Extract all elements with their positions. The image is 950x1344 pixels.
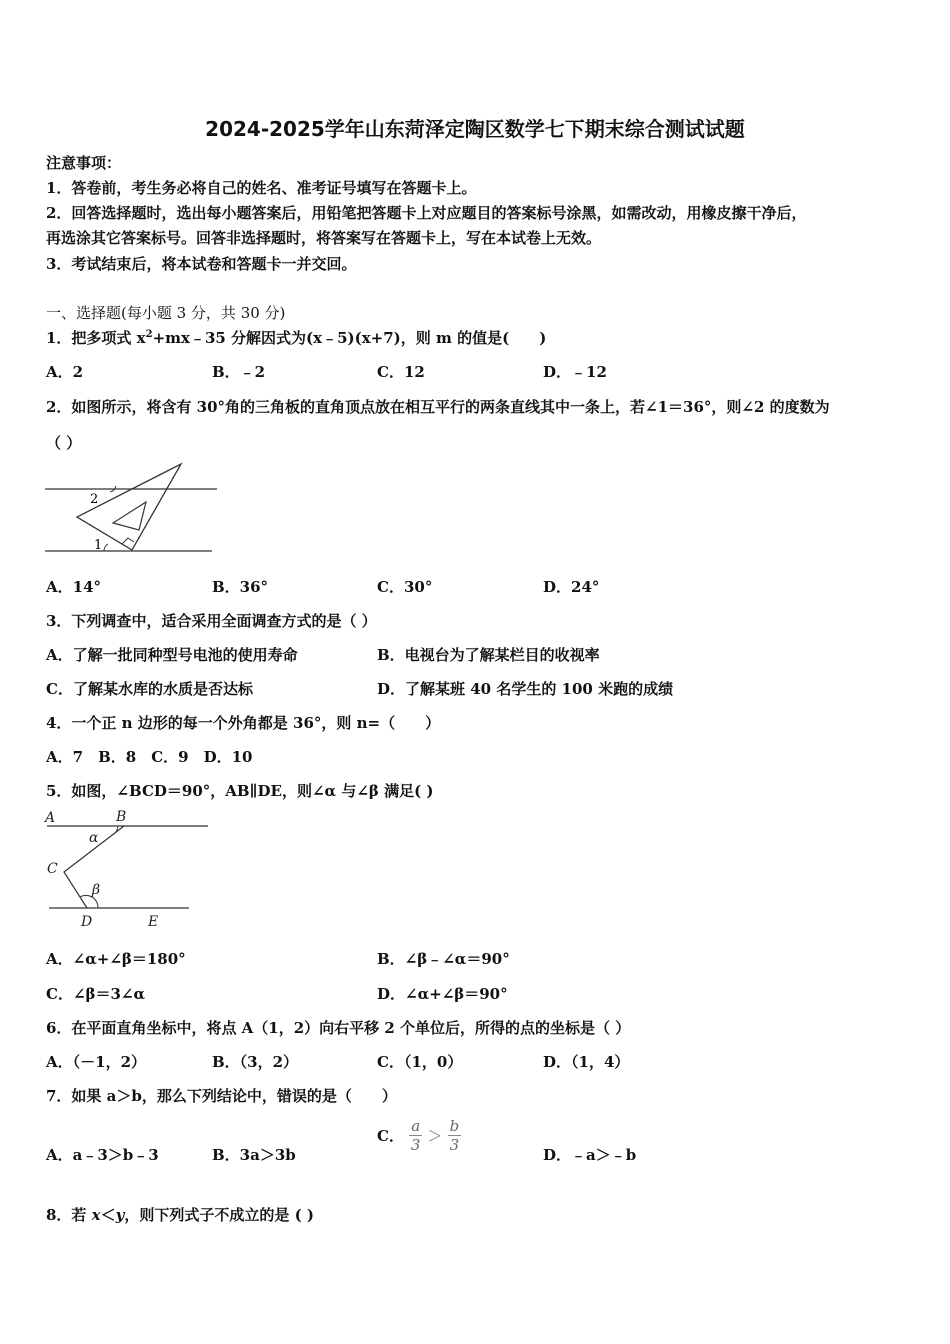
- q4-stem: 4．一个正 n 边形的每一个外角都是 36°，则 n=（ ）: [46, 714, 441, 732]
- q1-option-d: D．﹣12: [543, 363, 607, 381]
- q2-figure: [42, 460, 222, 560]
- q3-option-c: C．了解某水库的水质是否达标: [46, 680, 253, 698]
- q2-fig-label-2: 2: [90, 492, 99, 507]
- q7-option-a: A．a﹣3＞b﹣3: [46, 1146, 159, 1164]
- q5-stem: 5．如图，∠BCD＝90°，AB∥DE，则∠α 与∠β 满足( ): [46, 782, 434, 800]
- q5-option-d: D．∠α+∠β＝90°: [377, 985, 508, 1003]
- notice-item-2-cont: 再选涂其它答案标号。回答非选择题时，将答案写在答题卡上，写在本试卷上无效。: [46, 229, 602, 247]
- q6-stem: 6．在平面直角坐标中，将点 A（1，2）向右平移 2 个单位后，所得的点的坐标是（ ）: [46, 1019, 631, 1037]
- q5-option-b: B．∠β﹣∠α＝90°: [377, 950, 510, 968]
- notice-heading: 注意事项：: [46, 154, 122, 172]
- q2-fig-label-1: 1: [94, 538, 103, 553]
- q5-option-a: A．∠α+∠β＝180°: [46, 950, 186, 968]
- q6-option-b: B．（3，2）: [212, 1053, 299, 1071]
- q5-option-c: C．∠β＝3∠α: [46, 985, 146, 1003]
- notice-item-2: 2．回答选择题时，选出每小题答案后，用铅笔把答题卡上对应题目的答案标号涂黑，如需改动，用橡皮擦干净后，: [46, 204, 807, 222]
- q7-option-b: B．3a＞3b: [212, 1146, 296, 1164]
- q2-option-a: A．14°: [46, 578, 102, 596]
- q5-fig-label-c: C: [47, 861, 58, 877]
- q5-fig-label-b: B: [116, 809, 127, 825]
- q7-fraction-b: $\frac{b}{3}$: [449, 1117, 460, 1154]
- q7-stem: 7．如果 a＞b，那么下列结论中，错误的是（ ）: [46, 1087, 397, 1105]
- q1-stem: 1．把多项式 $x^2+mx﹣35$ 分解因式为(x﹣5)(x+7)，则 m 的值是( ): [46, 329, 547, 347]
- q4-options: A．7 B．8 C．9 D．10: [46, 748, 253, 766]
- q6-option-c: C．（1，0）: [377, 1053, 463, 1071]
- q5-fig-alpha: α: [89, 830, 99, 846]
- q5-fig-label-a: A: [45, 810, 56, 826]
- q1-option-a: A．2: [46, 363, 84, 381]
- page-title: 2024-2025学年山东菏泽定陶区数学七下期末综合测试试题: [205, 117, 745, 141]
- q8-stem: 8．若 x＜y，则下列式子不成立的是 ( ): [46, 1206, 314, 1224]
- q7-option-d: D．﹣a＞﹣b: [543, 1146, 637, 1164]
- notice-item-1: 1．答卷前，考生务必将自己的姓名、准考证号填写在答题卡上。: [46, 179, 477, 197]
- q1-option-b: B．﹣2: [212, 363, 266, 381]
- q6-option-d: D．（1，4）: [543, 1053, 630, 1071]
- q2-stem-cont: （ ）: [46, 434, 82, 452]
- q3-option-b: B．电视台为了解某栏目的收视率: [377, 646, 600, 664]
- q6-option-a: A．（－1，2）: [46, 1053, 147, 1071]
- q5-fig-beta: β: [92, 882, 101, 898]
- q5-figure: [42, 805, 217, 935]
- q1-option-c: C．12: [377, 363, 425, 381]
- q3-option-d: D．了解某班 40 名学生的 100 米跑的成绩: [377, 680, 674, 698]
- q3-option-a: A．了解一批同种型号电池的使用寿命: [46, 646, 298, 664]
- q2-option-c: C．30°: [377, 578, 433, 596]
- notice-item-3: 3．考试结束后，将本试卷和答题卡一并交回。: [46, 255, 357, 273]
- q2-option-b: B．36°: [212, 578, 269, 596]
- q5-fig-label-d: D: [81, 914, 93, 930]
- q2-stem: 2．如图所示，将含有 30°角的三角板的直角顶点放在相互平行的两条直线其中一条上，若∠1＝36°，则∠2 的度数为: [46, 398, 830, 416]
- q5-fig-label-e: E: [148, 914, 159, 930]
- section-heading: 一、选择题(每小题 3 分，共 30 分): [46, 304, 286, 322]
- q7-option-c: C． $\frac{a}{3}$ ＞ $\frac{b}{3}$: [377, 1117, 460, 1154]
- q3-stem: 3．下列调查中，适合采用全面调查方式的是（ ）: [46, 612, 377, 630]
- q7-fraction-a: $\frac{a}{3}$: [410, 1117, 421, 1154]
- q2-option-d: D．24°: [543, 578, 600, 596]
